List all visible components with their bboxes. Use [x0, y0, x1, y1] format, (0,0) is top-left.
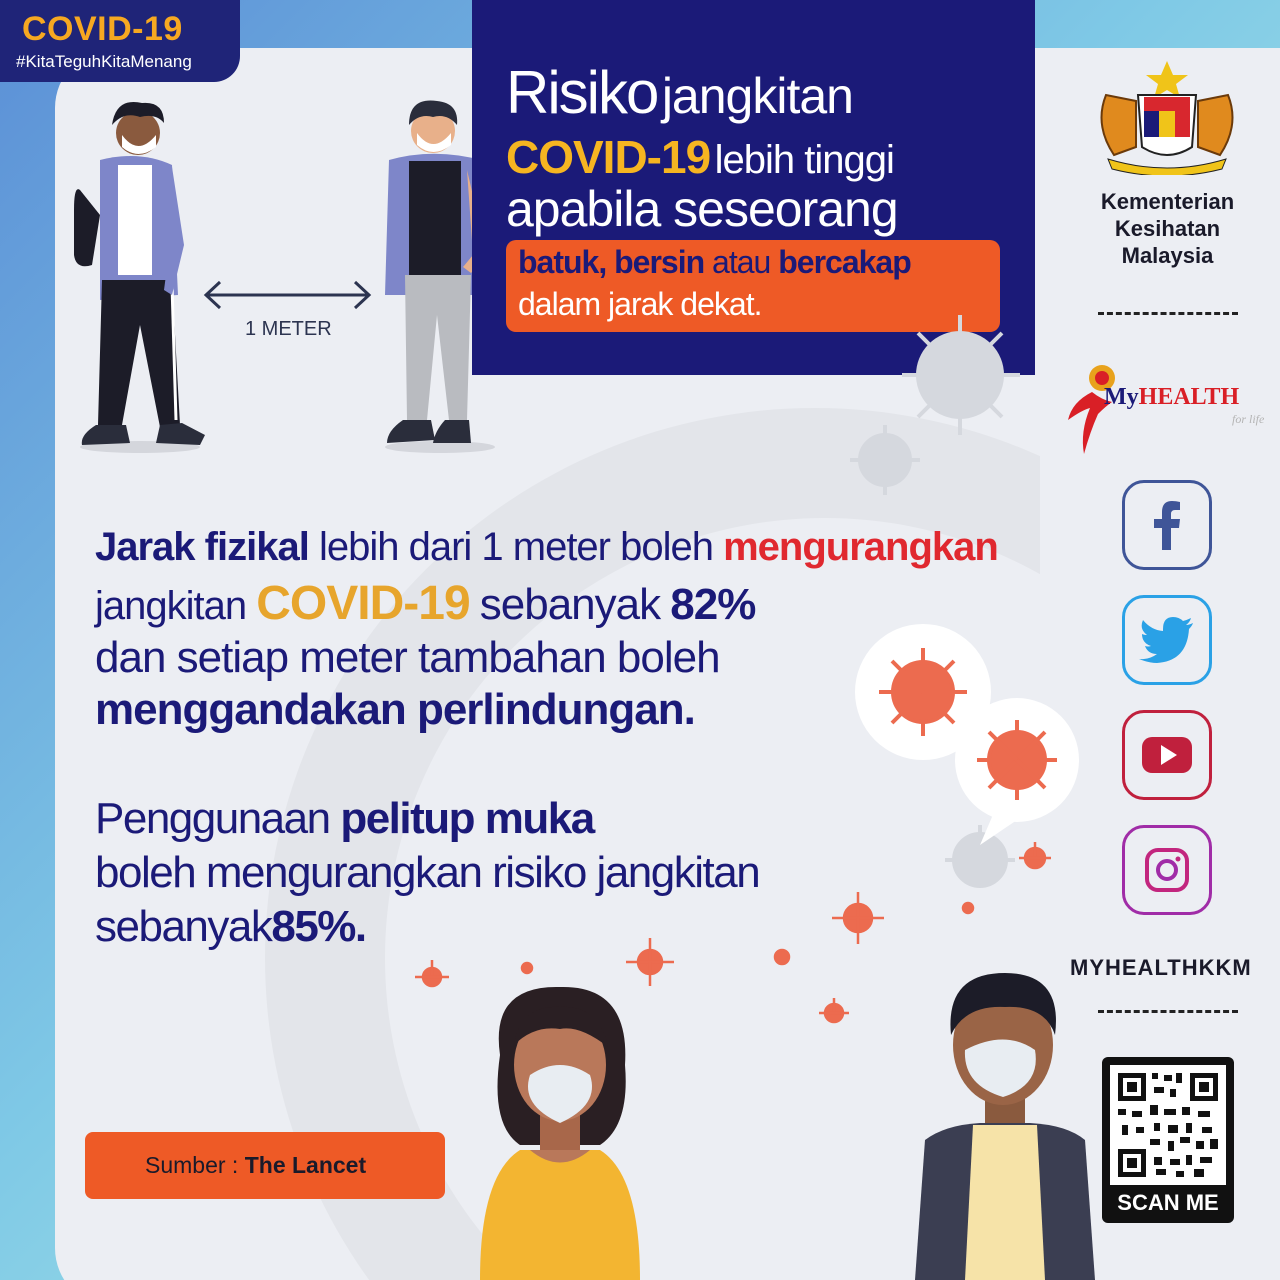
coat-of-arms-emblem — [1088, 55, 1246, 175]
instagram-icon — [1145, 848, 1189, 892]
man-with-mask-illustration — [905, 965, 1105, 1280]
instagram-button[interactable] — [1122, 825, 1212, 915]
badge-title: COVID-19 — [22, 10, 183, 48]
headline-line-3: apabila seseorang — [506, 181, 898, 237]
virus-speech-bubbles — [855, 620, 1090, 850]
headline-highlight: batuk, bersin atau bercakap dalam jarak dekat. — [506, 240, 1000, 332]
distancing-paragraph: Jarak fizikal lebih dari 1 meter boleh mengurangkan jangkitan COVID-19 sebanyak 82% dan setiap meter tambahan boleh menggandakan perlindungan. — [95, 525, 998, 734]
qr-code[interactable] — [1102, 1057, 1234, 1223]
social-handle: MYHEALTHKKM — [1070, 955, 1252, 980]
twitter-icon — [1139, 617, 1195, 663]
badge-hashtag: #KitaTeguhKitaMenang — [16, 52, 192, 71]
myhealth-logo: MyHEALTH for life — [1062, 362, 1272, 457]
scan-me-label: SCAN ME — [1117, 1190, 1219, 1215]
distance-arrow — [200, 278, 375, 312]
covid-badge — [0, 0, 240, 82]
divider — [1098, 1010, 1238, 1013]
walking-man-illustration — [60, 95, 220, 455]
facebook-button[interactable] — [1122, 480, 1212, 570]
mask-paragraph: Penggunaan pelitup muka boleh mengurangkan risiko jangkitan sebanyak85%. — [95, 794, 760, 951]
qr-code-pattern — [1110, 1065, 1226, 1185]
woman-with-mask-illustration — [460, 985, 660, 1280]
distance-label: 1 METER — [245, 318, 332, 340]
source-label: Sumber : The Lancet — [85, 1132, 445, 1199]
ministry-name: Kementerian Kesihatan Malaysia — [1100, 189, 1235, 268]
twitter-button[interactable] — [1122, 595, 1212, 685]
facebook-icon — [1147, 500, 1187, 550]
youtube-icon — [1142, 735, 1192, 775]
divider — [1098, 312, 1238, 315]
youtube-button[interactable] — [1122, 710, 1212, 800]
headline-line-2: COVID-19 lebih tinggi — [506, 131, 894, 183]
headline-line-1: Risiko jangkitan — [506, 59, 853, 126]
